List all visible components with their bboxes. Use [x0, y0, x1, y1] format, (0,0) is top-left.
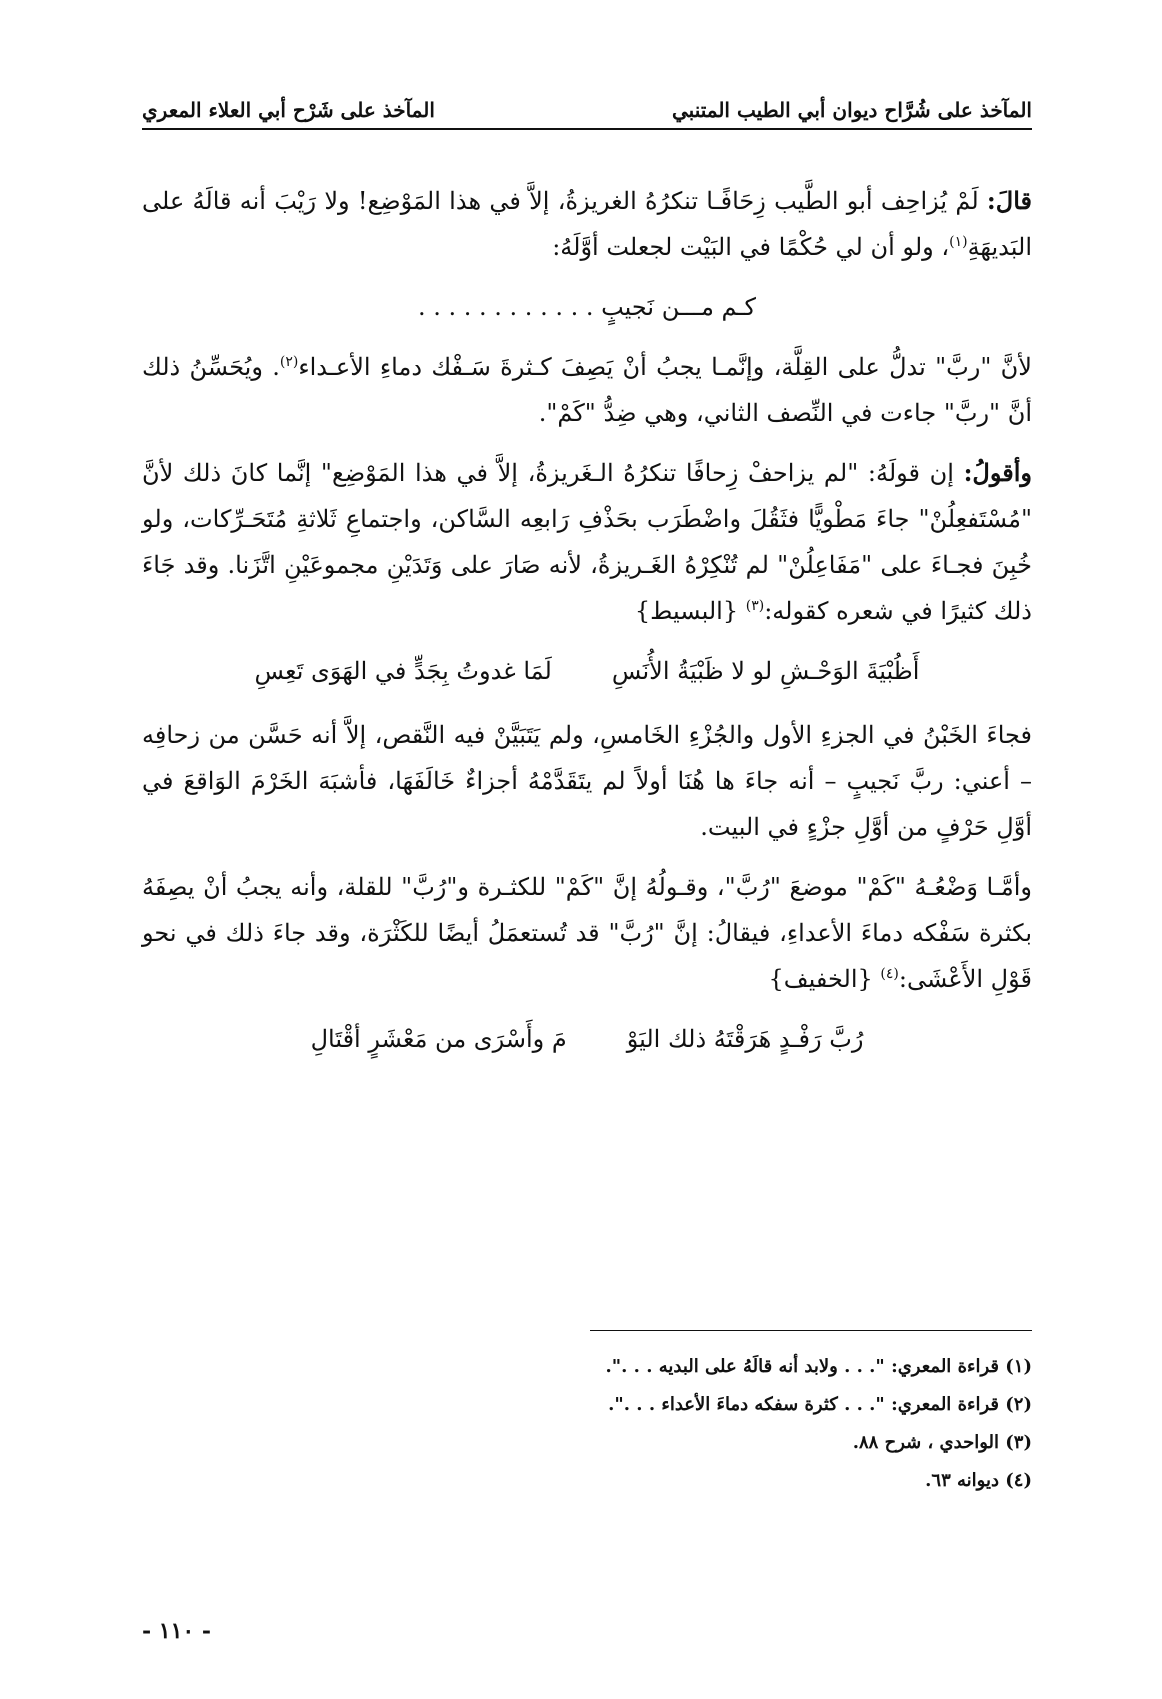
- footnote-ref-3: (٣): [745, 598, 765, 614]
- paragraph-5: [142, 864, 1032, 1002]
- verse-2-second-hemistich: لَمَا غدوتُ بِجَدٍّ في الهَوَى تَعِسِ: [254, 657, 552, 685]
- footnote-2: (٢) قراءة المعري: ". . . كثرة سفكه دماءَ الأعداء . . .".: [608, 1394, 1032, 1415]
- paragraph-4-text: فجاءَ الخَبْنُ في الجزءِ الأول والجُزْءِ الخَامسِ، ولم يَتَبَيَّنْ فيه النَّقص، إلاَّ أنه حَسَّن من زحافِه – أعني: ربَّ نَجيبٍ – أنه جاءَ ها هُنَا أولاً لم يتَقَدَّمْهُ أجزاءٌ خَالَفَهَا، فأشبَهَ الخَرْمَ الوَاقعَ في أوَّلِ حَرْفٍ من أوَّلِ جزْءٍ في البيت.: [142, 721, 1032, 841]
- running-head: [142, 86, 1032, 130]
- paragraph-1-lead: قالَ:: [986, 186, 1032, 215]
- verse-3: [142, 1016, 1032, 1062]
- paragraph-3-lead: وأقولُ:: [963, 458, 1032, 487]
- running-head-right: المآخذ على شُرَّاح ديوان أبي الطيب المتنبي: [672, 98, 1032, 122]
- verse-3-first-hemistich: رُبَّ رَفْـدٍ هَرَقْتَهُ ذلك اليَوْ: [626, 1025, 864, 1053]
- meter-label-2: {الخفيف}: [768, 965, 873, 993]
- verse-2-first-hemistich: أَظُبْيَةَ الوَحْـشِ لو لا ظَبْيَةُ الأُنَسِ: [611, 657, 920, 685]
- footnote-ref-4: (٤): [880, 966, 899, 982]
- footnote-4: (٤) ديوانه ٦٣.: [925, 1470, 1032, 1491]
- paragraph-5-text: وأمَّـا وَضْعُـهُ "كَمْ" موضعَ "رُبَّ"، وقـولُهُ إنَّ "كَمْ" للكثـرة و"رُبَّ" للقلة، وأنه يجبُ أنْ يصِفَهُ بكثرة سَفْكه دماءَ الأعداءِ، فيقالُ: إنَّ "رُبَّ" قد تُستعمَلُ أيضًا للكَثْرَة، وقد جاءَ ذلك في نحو قَوْلِ الأَعْشَى:: [142, 873, 1032, 993]
- footnote-divider: [590, 1330, 1032, 1331]
- verse-2: [142, 648, 1032, 694]
- footnotes: [142, 1348, 1032, 1500]
- page-number: - ١١٠ -: [142, 1618, 212, 1644]
- running-head-left: المآخذ على شَرْح أبي العلاء المعري: [142, 98, 435, 122]
- paragraph-3-text: إن قولَهُ: "لم يزاحفْ زِحافًا تنكرُهُ الـغَريزةُ، إلاَّ في هذا المَوْضِع" إنَّما كانَ ذلك لأنَّ "مُسْتَفعِلُنْ" جاءَ مَطْويًّا فثَقُلَ واضْطَرَب بحَذْفِ رَابعِه السَّاكن، واجتماعِ ثَلاثةِ مُتَحَـرِّكات، ولو خُبِنَ فجـاءَ على "مَفَاعِلُنْ" لم تُنْكِرْهُ الغَـريزةُ، لأنه صَارَ على وَتَدَيْنِ مجموعَيْنِ اتَّزَنا. وقد جَاءَ ذلك كثيرًا في شعره كقوله:: [142, 459, 1032, 625]
- paragraph-2: [142, 344, 1032, 436]
- main-text: [142, 178, 1032, 1080]
- paragraph-2-text: لأنَّ "ربَّ" تدلُّ على القِلَّة، وإنَّمـا يجبُ أنْ يَصِفَ كـثرةَ سَـفْك دماءِ الأعـداء: [298, 353, 1032, 381]
- footnote-1: (١) قراءة المعري: ". . . ولابد أنه قالَهُ على البديه . . .".: [605, 1356, 1032, 1377]
- meter-label-1: {البسيط}: [634, 597, 739, 625]
- verse-3-second-hemistich: مَ وأَسْرَى من مَعْشَرٍ أقْتَالِ: [310, 1025, 567, 1053]
- verse-1: كـم مـــن نَجيبٍ . . . . . . . . . . . .: [418, 293, 756, 321]
- paragraph-2-tail: . ويُحَسِّنُ ذلك أنَّ "ربَّ" جاءت في النِّصف الثاني، وهي ضِدُّ "كَمْ".: [142, 353, 1032, 427]
- paragraph-1-tail: ، ولو أن لي حُكْمًا في البَيْت لجعلت أوَّلَهُ:: [552, 233, 950, 261]
- footnote-3: (٣) الواحدي ، شرح ٨٨.: [852, 1432, 1032, 1453]
- footnote-ref-1: (١): [949, 234, 968, 250]
- paragraph-4: [142, 712, 1032, 850]
- paragraph-3: [142, 450, 1032, 634]
- paragraph-1-text: لَمْ يُزاحِف أبو الطَّيب زِحَافًـا تنكرُهُ الغريزةُ، إلاَّ في هذا المَوْضِع! ولا رَيْبَ أنه قالَهُ على البَديهَةِ: [142, 187, 1032, 261]
- paragraph-1: [142, 178, 1032, 270]
- footnote-ref-2: (٢): [279, 354, 299, 370]
